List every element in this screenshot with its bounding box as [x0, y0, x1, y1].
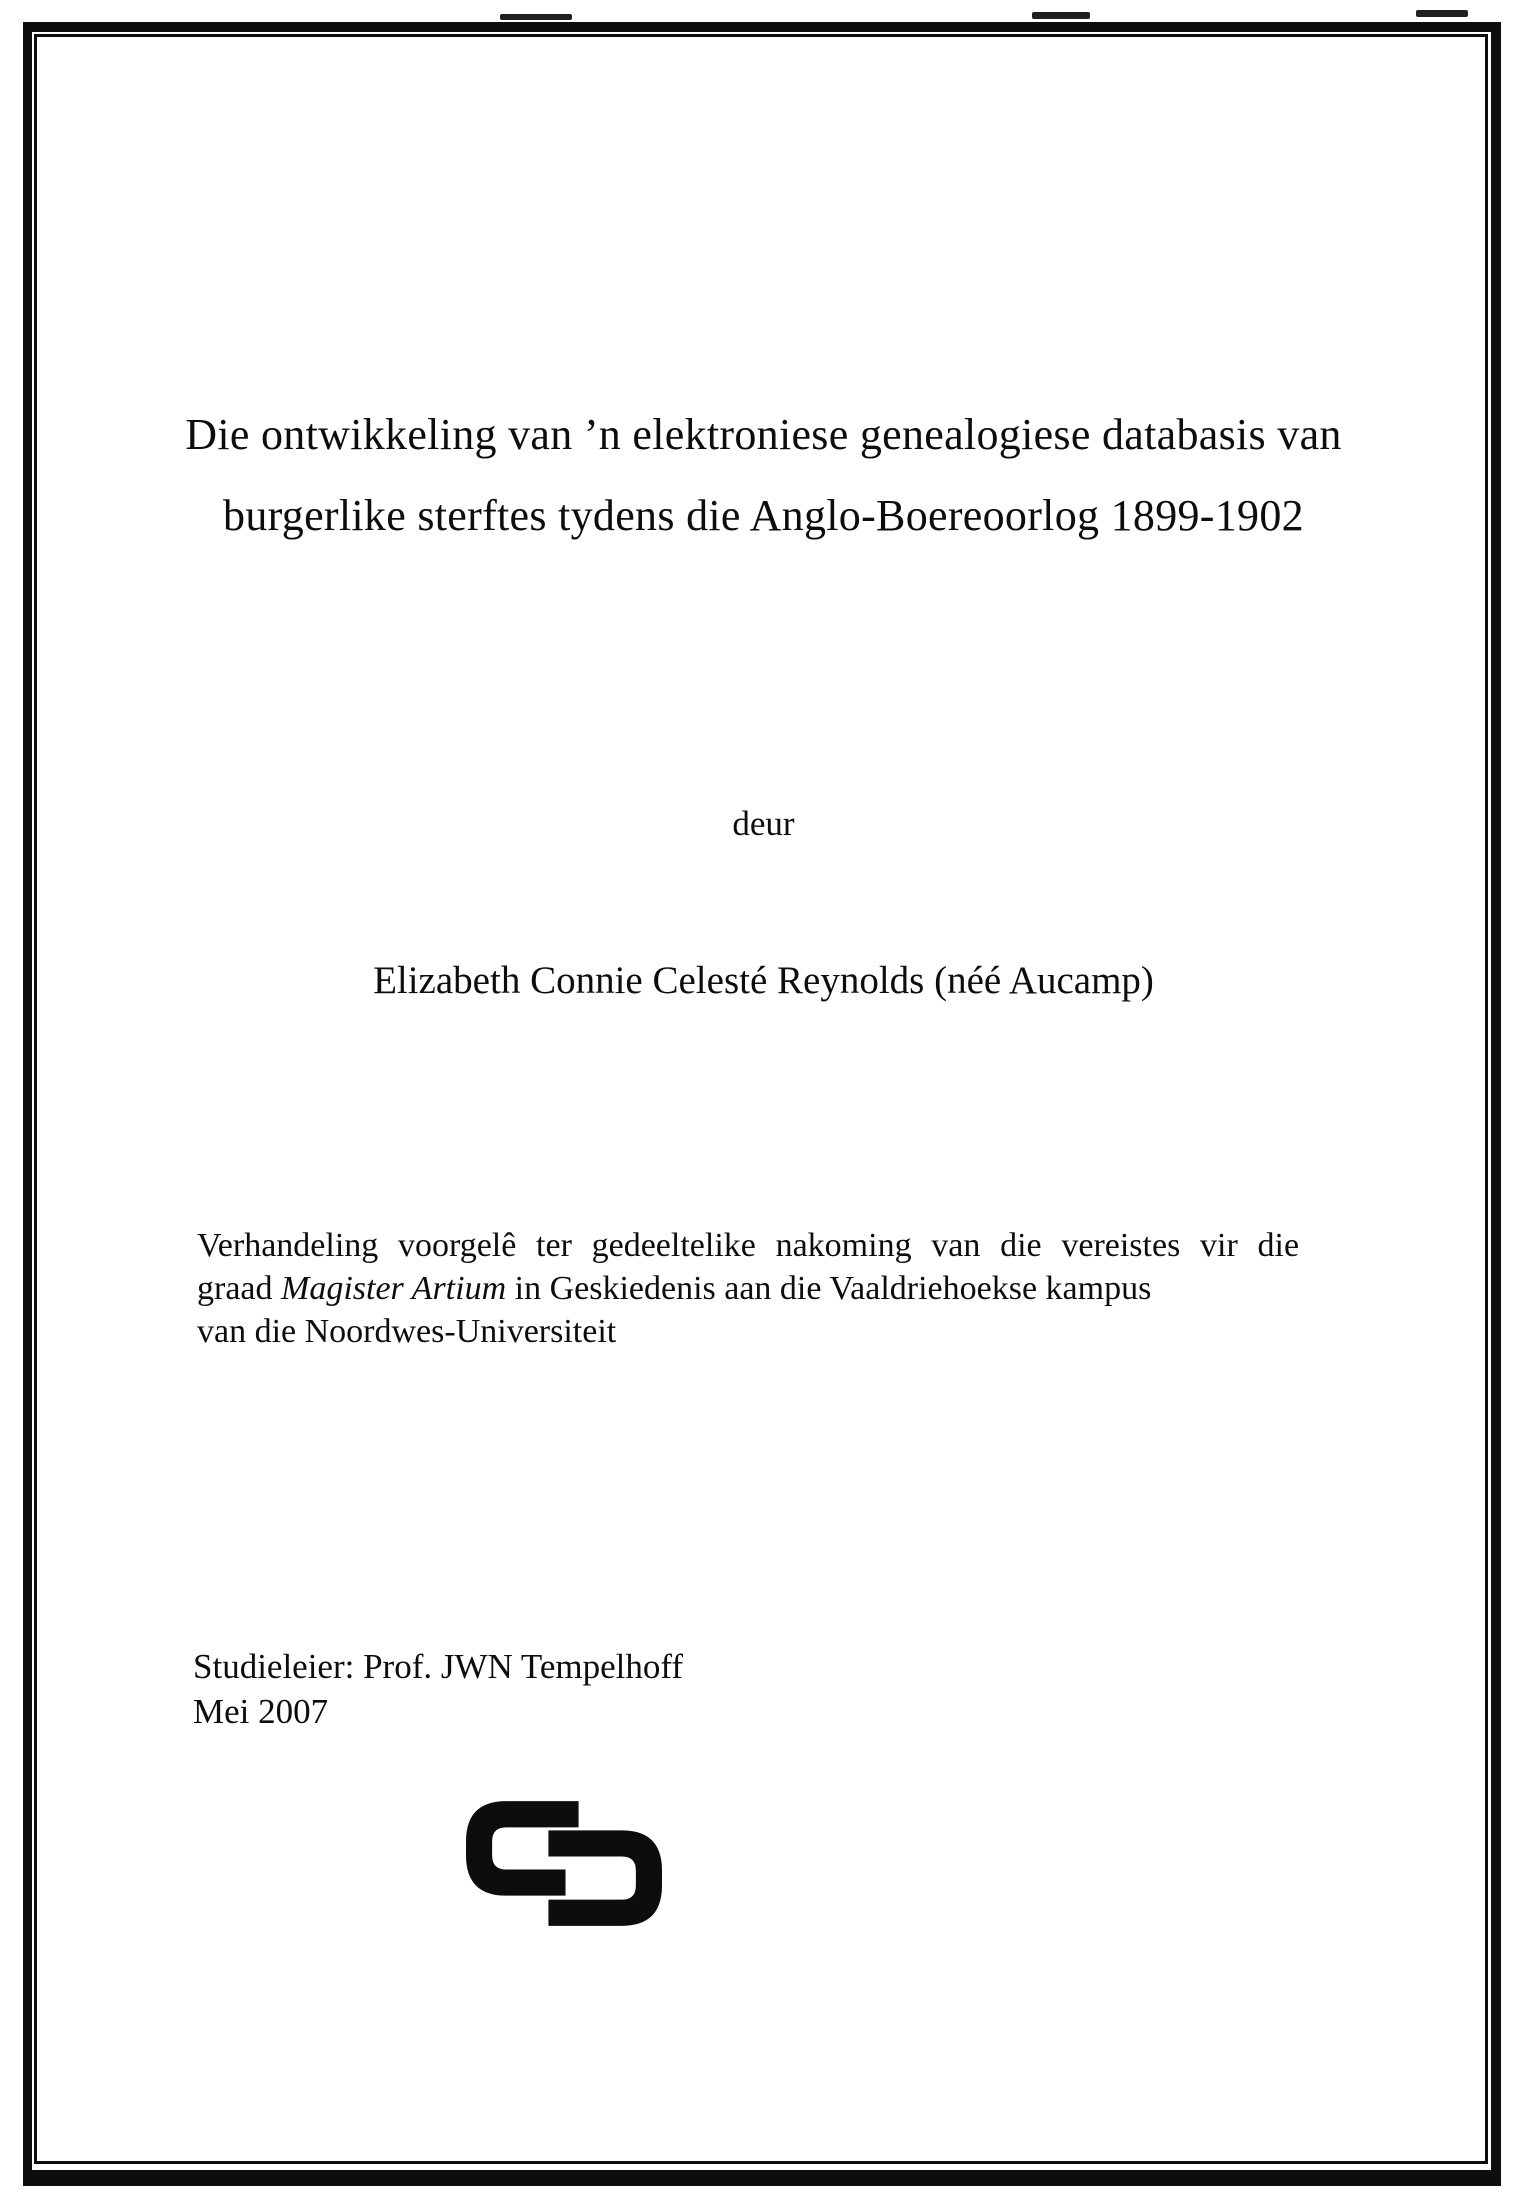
author-name: Elizabeth Connie Celesté Reynolds (néé Aucamp) — [373, 959, 1154, 1002]
declaration-line1: Verhandeling voorgelê ter gedeeltelike nakoming van die vereistes vir die — [197, 1227, 1300, 1264]
supervisor-line: Studieleier: Prof. JWN Tempelhoff — [193, 1647, 684, 1686]
byline-label: deur — [732, 804, 795, 843]
declaration-degree-italic: Magister Artium — [281, 1270, 507, 1307]
nwu-interlocked-links-icon — [466, 1801, 662, 1927]
scan-artifact — [1416, 10, 1468, 17]
supervisor-block — [193, 1644, 683, 1734]
declaration-line2-post: in Geskiedenis aan die Vaaldriehoekse kampus — [506, 1270, 1152, 1307]
thesis-title-line2: burgerlike sterftes tydens die Anglo-Boereoorlog 1899-1902 — [223, 491, 1304, 540]
declaration-line2-pre: graad — [197, 1270, 282, 1307]
thesis-title-line1: Die ontwikkeling van ’n elektroniese genealogiese databasis van — [185, 410, 1342, 459]
scan-artifact — [1032, 12, 1090, 19]
page-border-inner — [34, 34, 1488, 2164]
declaration-line2 — [197, 1267, 1299, 1310]
scan-artifact — [500, 14, 572, 20]
thesis-title — [40, 394, 1487, 556]
degree-declaration — [197, 1224, 1299, 1353]
declaration-line3: van die Noordwes-Universiteit — [197, 1313, 617, 1350]
date-line: Mei 2007 — [193, 1692, 329, 1731]
